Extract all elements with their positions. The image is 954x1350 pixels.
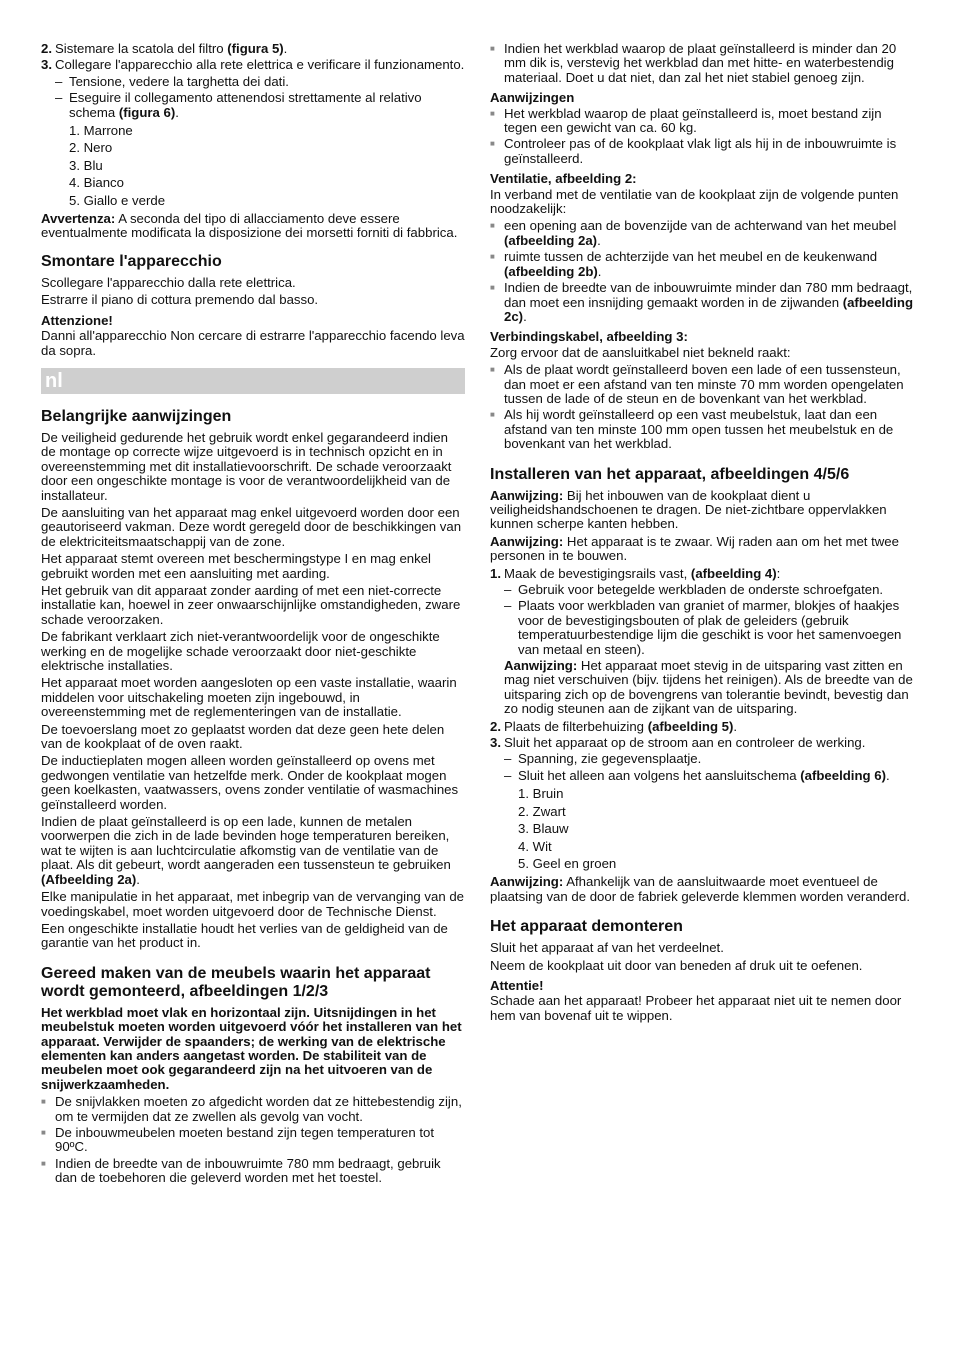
paragraph: Scollegare l'apparecchio dalla rete elettrica. [41,274,296,290]
it-dash-voltage: – Tensione, vedere la targhetta dei dati. [41,75,465,89]
paragraph: Aanwijzing: Bij het inbouwen van de kookplaat dient u veiligheidshandschoenen te dragen. De niet-zichtbare oppervlakken kunnen scherpe kanten hebben. [490,487,887,532]
step-1: 1. Maak de bevestigingsrails vast, (afbeelding 4): [490,565,781,581]
remove-heading: Het apparaat demonteren [490,918,683,936]
list-item: 4. Bianco [69,175,124,191]
paragraph: Aanwijzing: Het apparaat moet stevig in de uitsparing vast zitten en mag niet verschuiven (bijv. tijdens het reinigen). Als de breedte van de uitsparing zich op de bovengrens van tolerantie bevindt, bevestig dan zo nodig steunen aan de zijkant van de uitsparing. [504,658,913,717]
paragraph: Indien de plaat geïnstalleerd is op een lade, kunnen de metalen voorwerpen die zich in de lade bevinden hoge temperaturen bereiken, wat te wijten is aan luchtcirculatie afkomstig van de ventilatie van de plaat. Als dit gebeurt, wordt aangeraden een tussensteun te gebruiken (Afbeelding 2a). [41,814,451,887]
step-2: 2. Plaats de filterbehuizing (afbeelding 5). [490,718,738,734]
paragraph: De fabrikant verklaart zich niet-verantwoordelijk voor de ongeschikte werking en de mogelijke schade veroorzaakt door niet-geschikte elektrische installaties. [41,629,440,673]
list-item: – Sluit het alleen aan volgens het aansluitschema (afbeelding 6). [490,769,914,783]
list-item: ■ Als de plaat wordt geïnstalleerd boven een lade of een tussensteun, dan moet er een afstand van ten minste 70 mm worden opengelaten tussen de lade of de steun en de bovenkant van het werkblad. [490,363,914,406]
it-remove-heading: Smontare l'apparecchio [41,252,222,270]
paragraph: Een ongeschikte installatie houdt het verlies van de geldigheid van de garantie van het product in. [41,920,448,951]
it-note: Avvertenza: A seconda del tipo di allacciamento deve essere eventualmente modificata la disposizione dei morsetti forniti di fabbrica. [41,211,458,241]
paragraph: De veiligheid gedurende het gebruik wordt enkel gegarandeerd indien de montage op correcte wijze uitgevoerd is in technisch opzicht en in overeenstemming met dit installatievoorschrift. De schade veroorzaakt door een ongeschikte montage is voor de verantwoordelijkheid van de installateur. [41,429,452,503]
list-item: ■ Het werkblad waarop de plaat geïnstalleerd is, moet bestand zijn tegen een gewicht van ca. 60 kg. [490,107,914,136]
paragraph: Het werkblad moet vlak en horizontaal zijn. Uitsnijdingen in het meubelstuk moeten worden uitgevoerd vóór het installeren van het apparaat. Verwijder de spaanders; de werking van de elektrische elementen kan anders aangetast worden. De stabiliteit van de meubelen moet ook gegarandeerd zijn na het uitvoeren van de snijwerkzaamheden. [41,1004,462,1092]
paragraph: Het gebruik van dit apparaat zonder aarding of met een niet-correcte installatie kan, hoewel in zeer onwaarschijnlijke omstandigheden, zware schade veroorzaken. [41,582,461,627]
paragraph: Schade aan het apparaat! Probeer het apparaat niet uit te nemen door hem van bovenaf uit te wippen. [490,993,902,1023]
list-item: ■ Indien het werkblad waarop de plaat geïnstalleerd is minder dan 20 mm dik is, verstevig het werkblad dan met hitte- en waterbestendig materiaal. Doet u dat niet, dan zal het niet stabiel genoeg zijn. [490,42,914,85]
install-heading: Installeren van het apparaat, afbeeldingen 4/5/6 [490,465,850,483]
list-item: 2. Nero [69,140,113,156]
ventilation-heading: Ventilatie, afbeelding 2: [490,171,637,187]
list-item: ■ De snijvlakken moeten zo afgedicht worden dat ze hittebestendig zijn, om te vermijden dat ze zwellen als gevolg van vocht. [41,1095,465,1124]
paragraph: Neem de kookplaat uit door van beneden af druk uit te oefenen. [490,957,863,973]
paragraph: Elke manipulatie in het apparaat, met inbegrip van de vervanging van de voedingskabel, moet worden uitgevoerd door de Technische Dienst. [41,889,465,919]
language-bar-nl: nl [41,368,465,394]
list-item: 3. Blu [69,157,103,173]
list-item: – Spanning, zie gegevensplaatje. [490,752,914,766]
paragraph: Sluit het apparaat af van het verdeelnet. [490,940,724,956]
notes-heading: Aanwijzingen [490,90,575,106]
list-item: ■ Indien de breedte van de inbouwruimte 780 mm bedraagt, gebruik dan de toebehoren die geleverd worden met het toestel. [41,1157,465,1186]
paragraph: De inductieplaten mogen alleen worden geïnstalleerd op ovens met gedwongen ventilatie van hetzelfde merk. Onder de kookplaat mogen geen koelkasten, vaatwassers, ovens zonder ventilatie of wasmachines geïnstalleerd worden. [41,753,459,812]
paragraph: Het apparaat moet worden aangesloten op een vaste installatie, waarin middelen voor uitschakeling moeten zijn ingebouwd, in overeenstemming met de reglementeringen van de installatie. [41,675,457,720]
it-step-3: 3. Collegare l'apparecchio alla rete elettrica e verificare il funzionamento. [41,57,465,73]
step-3: 3. Sluit het apparaat op de stroom aan en controleer de werking. [490,735,866,751]
paragraph: Danni all'apparecchio Non cercare di estrarre l'apparecchio facendo leva da sopra. [41,328,465,358]
it-wire-list [41,122,465,209]
list-item: – Plaats voor werkbladen van graniet of marmer, blokjes of haakjes voor de bevestigingsbouten of plak de geleiders (gebruik temperatuurbestendige lijm die geschikt is voor het samenvoegen van metaal en steen). [490,599,914,657]
it-step-2: 2. Sistemare la scatola del filtro (figura 5). [41,41,288,56]
list-item: ■ Als hij wordt geïnstalleerd op een vast meubelstuk, laat dan een afstand van ten minste 100 mm open tussen het meubelstuk en de bovenkant van het werkblad. [490,408,914,451]
list-item: 1. Marrone [69,123,133,139]
cable-heading: Verbindingskabel, afbeelding 3: [490,329,688,345]
left-column [41,42,465,1188]
paragraph: Aanwijzing: Afhankelijk van de aansluitwaarde moet eventueel de plaatsing van de door de fabriek geleverde klemmen worden veranderd. [490,874,911,904]
list-item: ■ ruimte tussen de achterzijde van het meubel en de keukenwand (afbeelding 2b). [490,250,914,279]
list-item: 1. Bruin [518,786,564,802]
paragraph: De toevoerslang moet zo geplaatst worden dat deze geen hete delen van de kookplaat of de oven raakt. [41,721,445,752]
it-dash-schema: – Eseguire il collegamento attenendosi strettamente al relativo schema (figura 6). [41,91,465,120]
paragraph: Het apparaat stemt overeen met beschermingstype I en mag enkel gebruikt worden met een aansluiting met aarding. [41,551,431,581]
list-item: – Gebruik voor betegelde werkbladen de onderste schroefgaten. [490,583,914,597]
list-item: ■ De inbouwmeubelen moeten bestand zijn tegen temperaturen tot 90ºC. [41,1126,465,1155]
list-item: 2. Zwart [518,803,566,819]
paragraph: In verband met de ventilatie van de kookplaat zijn de volgende punten noodzakelijk: [490,186,899,217]
list-item: ■ een opening aan de bovenzijde van de achterwand van het meubel (afbeelding 2a). [490,219,914,248]
it-attention-heading: Attenzione! [41,312,113,328]
list-item: ■ Controleer pas of de kookplaat vlak ligt als hij in de inbouwruimte is geïnstalleerd. [490,137,914,166]
attention-heading: Attentie! [490,977,544,993]
nl-prep-heading: Gereed maken van de meubels waarin het apparaat wordt gemonteerd, afbeeldingen 1/2/3 [41,964,431,1000]
paragraph: Zorg ervoor dat de aansluitkabel niet bekneld raakt: [490,344,791,360]
wire-list [490,785,914,872]
right-column [490,42,914,1026]
list-item: 4. Wit [518,838,552,854]
list-item: 5. Giallo e verde [69,192,166,208]
list-item: ■ Indien de breedte van de inbouwruimte minder dan 780 mm bedraagt, dan moet een insnijding gemaakt worden in de zijwanden (afbeelding 2c). [490,281,914,324]
nl-important-heading: Belangrijke aanwijzingen [41,407,232,425]
list-item: 5. Geel en groen [518,855,617,871]
paragraph: De aansluiting van het apparaat mag enkel uitgevoerd worden door een geautoriseerd vakman. Deze wordt geregeld door de beschikkingen van de elektriciteitsmaatschappij van de zone. [41,504,462,549]
paragraph: Estrarre il piano di cottura premendo dal basso. [41,292,319,308]
list-item: 3. Blauw [518,821,569,837]
paragraph: Aanwijzing: Het apparaat is te zwaar. Wij raden aan om het met twee personen in te bouwen. [490,533,899,564]
